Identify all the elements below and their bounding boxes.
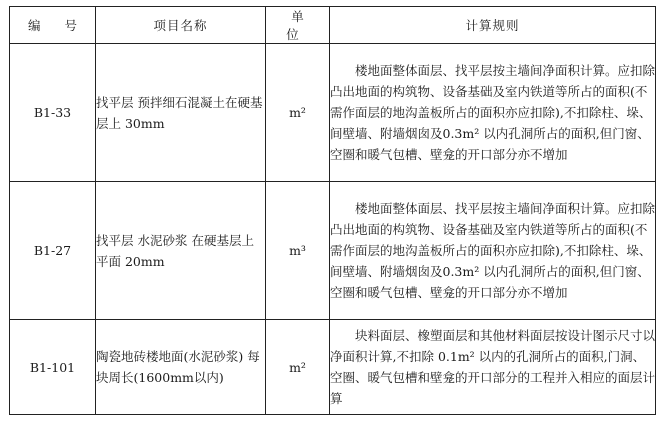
item-name: 找平层 预拌细石混凝土在硬基层上 30mm — [96, 44, 266, 182]
header-name: 项目名称 — [96, 7, 266, 44]
item-code: B1-101 — [10, 320, 96, 415]
header-code: 编 号 — [10, 7, 96, 44]
table-row — [10, 320, 656, 415]
item-rule-text: 楼地面整体面层、找平层按主墙间净面积计算。应扣除凸出地面的构筑物、设备基础及室内铁道等所占的面积(不需作面层的地沟盖板所占的面积亦应扣除),不扣除柱、垛、间壁墙、附墙烟囱及0.3m² 以内孔洞所占的面积,但门窗、空圈和暖气包槽、壁龛的开口部分亦不增加 — [330, 201, 656, 300]
calculation-rules-table — [9, 6, 656, 415]
item-unit: m³ — [266, 182, 330, 320]
header-rule: 计算规则 — [330, 7, 656, 44]
header-unit: 单 位 — [266, 7, 330, 44]
table-row — [10, 44, 656, 182]
item-name: 找平层 水泥砂浆 在硬基层上 平面 20mm — [96, 182, 266, 320]
item-rule-text: 块料面层、橡塑面层和其他材料面层按设计图示尺寸以净面积计算,不扣除 0.1m² 以内的孔洞所占的面积,门洞、空圈、暖气包槽和壁龛的开口部分的工程并入相应的面层计算 — [330, 328, 656, 406]
header-row — [10, 7, 656, 44]
item-rule — [330, 320, 656, 415]
item-rule — [330, 44, 656, 182]
item-rule-text: 楼地面整体面层、找平层按主墙间净面积计算。应扣除凸出地面的构筑物、设备基础及室内铁道等所占的面积(不需作面层的地沟盖板所占的面积亦应扣除),不扣除柱、垛、间壁墙、附墙烟囱及0.3m² 以内孔洞所占的面积,但门窗、空圈和暖气包槽、壁龛的开口部分亦不增加 — [330, 63, 656, 162]
table-row — [10, 182, 656, 320]
item-unit: m² — [266, 320, 330, 415]
item-name: 陶瓷地砖楼地面(水泥砂浆) 每块周长(1600mm以内) — [96, 320, 266, 415]
item-code: B1-33 — [10, 44, 96, 182]
item-code: B1-27 — [10, 182, 96, 320]
item-rule — [330, 182, 656, 320]
item-unit: m² — [266, 44, 330, 182]
